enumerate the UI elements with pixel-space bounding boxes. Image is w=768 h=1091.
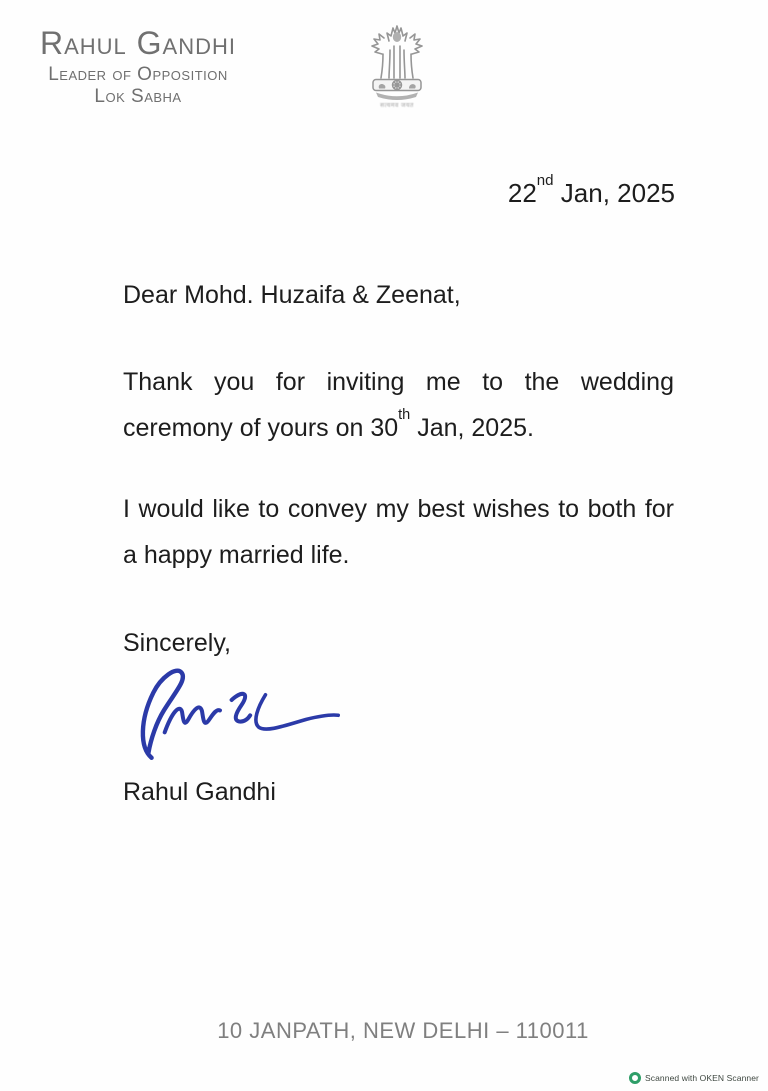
paragraph-1-line-2: ceremony of yours on 30th Jan, 2025. bbox=[123, 407, 534, 442]
lion-capital-icon bbox=[366, 24, 428, 102]
date-ordinal: nd bbox=[536, 171, 554, 189]
closing: Sincerely, bbox=[123, 629, 231, 657]
paragraph-2-line-1: I would like to convey my best wishes to both for bbox=[123, 495, 674, 523]
date-rest: Jan, 2025 bbox=[553, 178, 675, 208]
paragraph-1 bbox=[123, 359, 674, 451]
letterhead-title: Leader of Opposition bbox=[48, 64, 228, 85]
letterhead bbox=[30, 26, 246, 107]
paragraph-1-line-1: Thank you for inviting me to the wedding bbox=[123, 368, 674, 396]
signatory-name: Rahul Gandhi bbox=[123, 778, 276, 806]
date-day: 22 bbox=[507, 178, 537, 208]
letterhead-name: Rahul Gandhi bbox=[39, 25, 237, 61]
india-state-emblem bbox=[366, 24, 428, 110]
paragraph-2-line-2: a happy married life. bbox=[123, 541, 350, 569]
date-ordinal-inline: th bbox=[398, 407, 411, 424]
footer-address: 10 JANPATH, NEW DELHI – 110011 bbox=[217, 1018, 589, 1043]
salutation: Dear Mohd. Huzaifa & Zeenat, bbox=[123, 281, 461, 309]
emblem-motto: सत्यमेव जयते bbox=[380, 103, 414, 109]
signature-ink bbox=[118, 654, 344, 768]
letter-date bbox=[507, 171, 675, 209]
letterhead-house: Lok Sabha bbox=[94, 86, 182, 107]
oken-scanner-icon bbox=[629, 1072, 641, 1084]
paragraph-2 bbox=[123, 486, 674, 578]
scanner-watermark bbox=[629, 1072, 759, 1084]
scanner-watermark-label: Scanned with OKEN Scanner bbox=[644, 1073, 759, 1083]
